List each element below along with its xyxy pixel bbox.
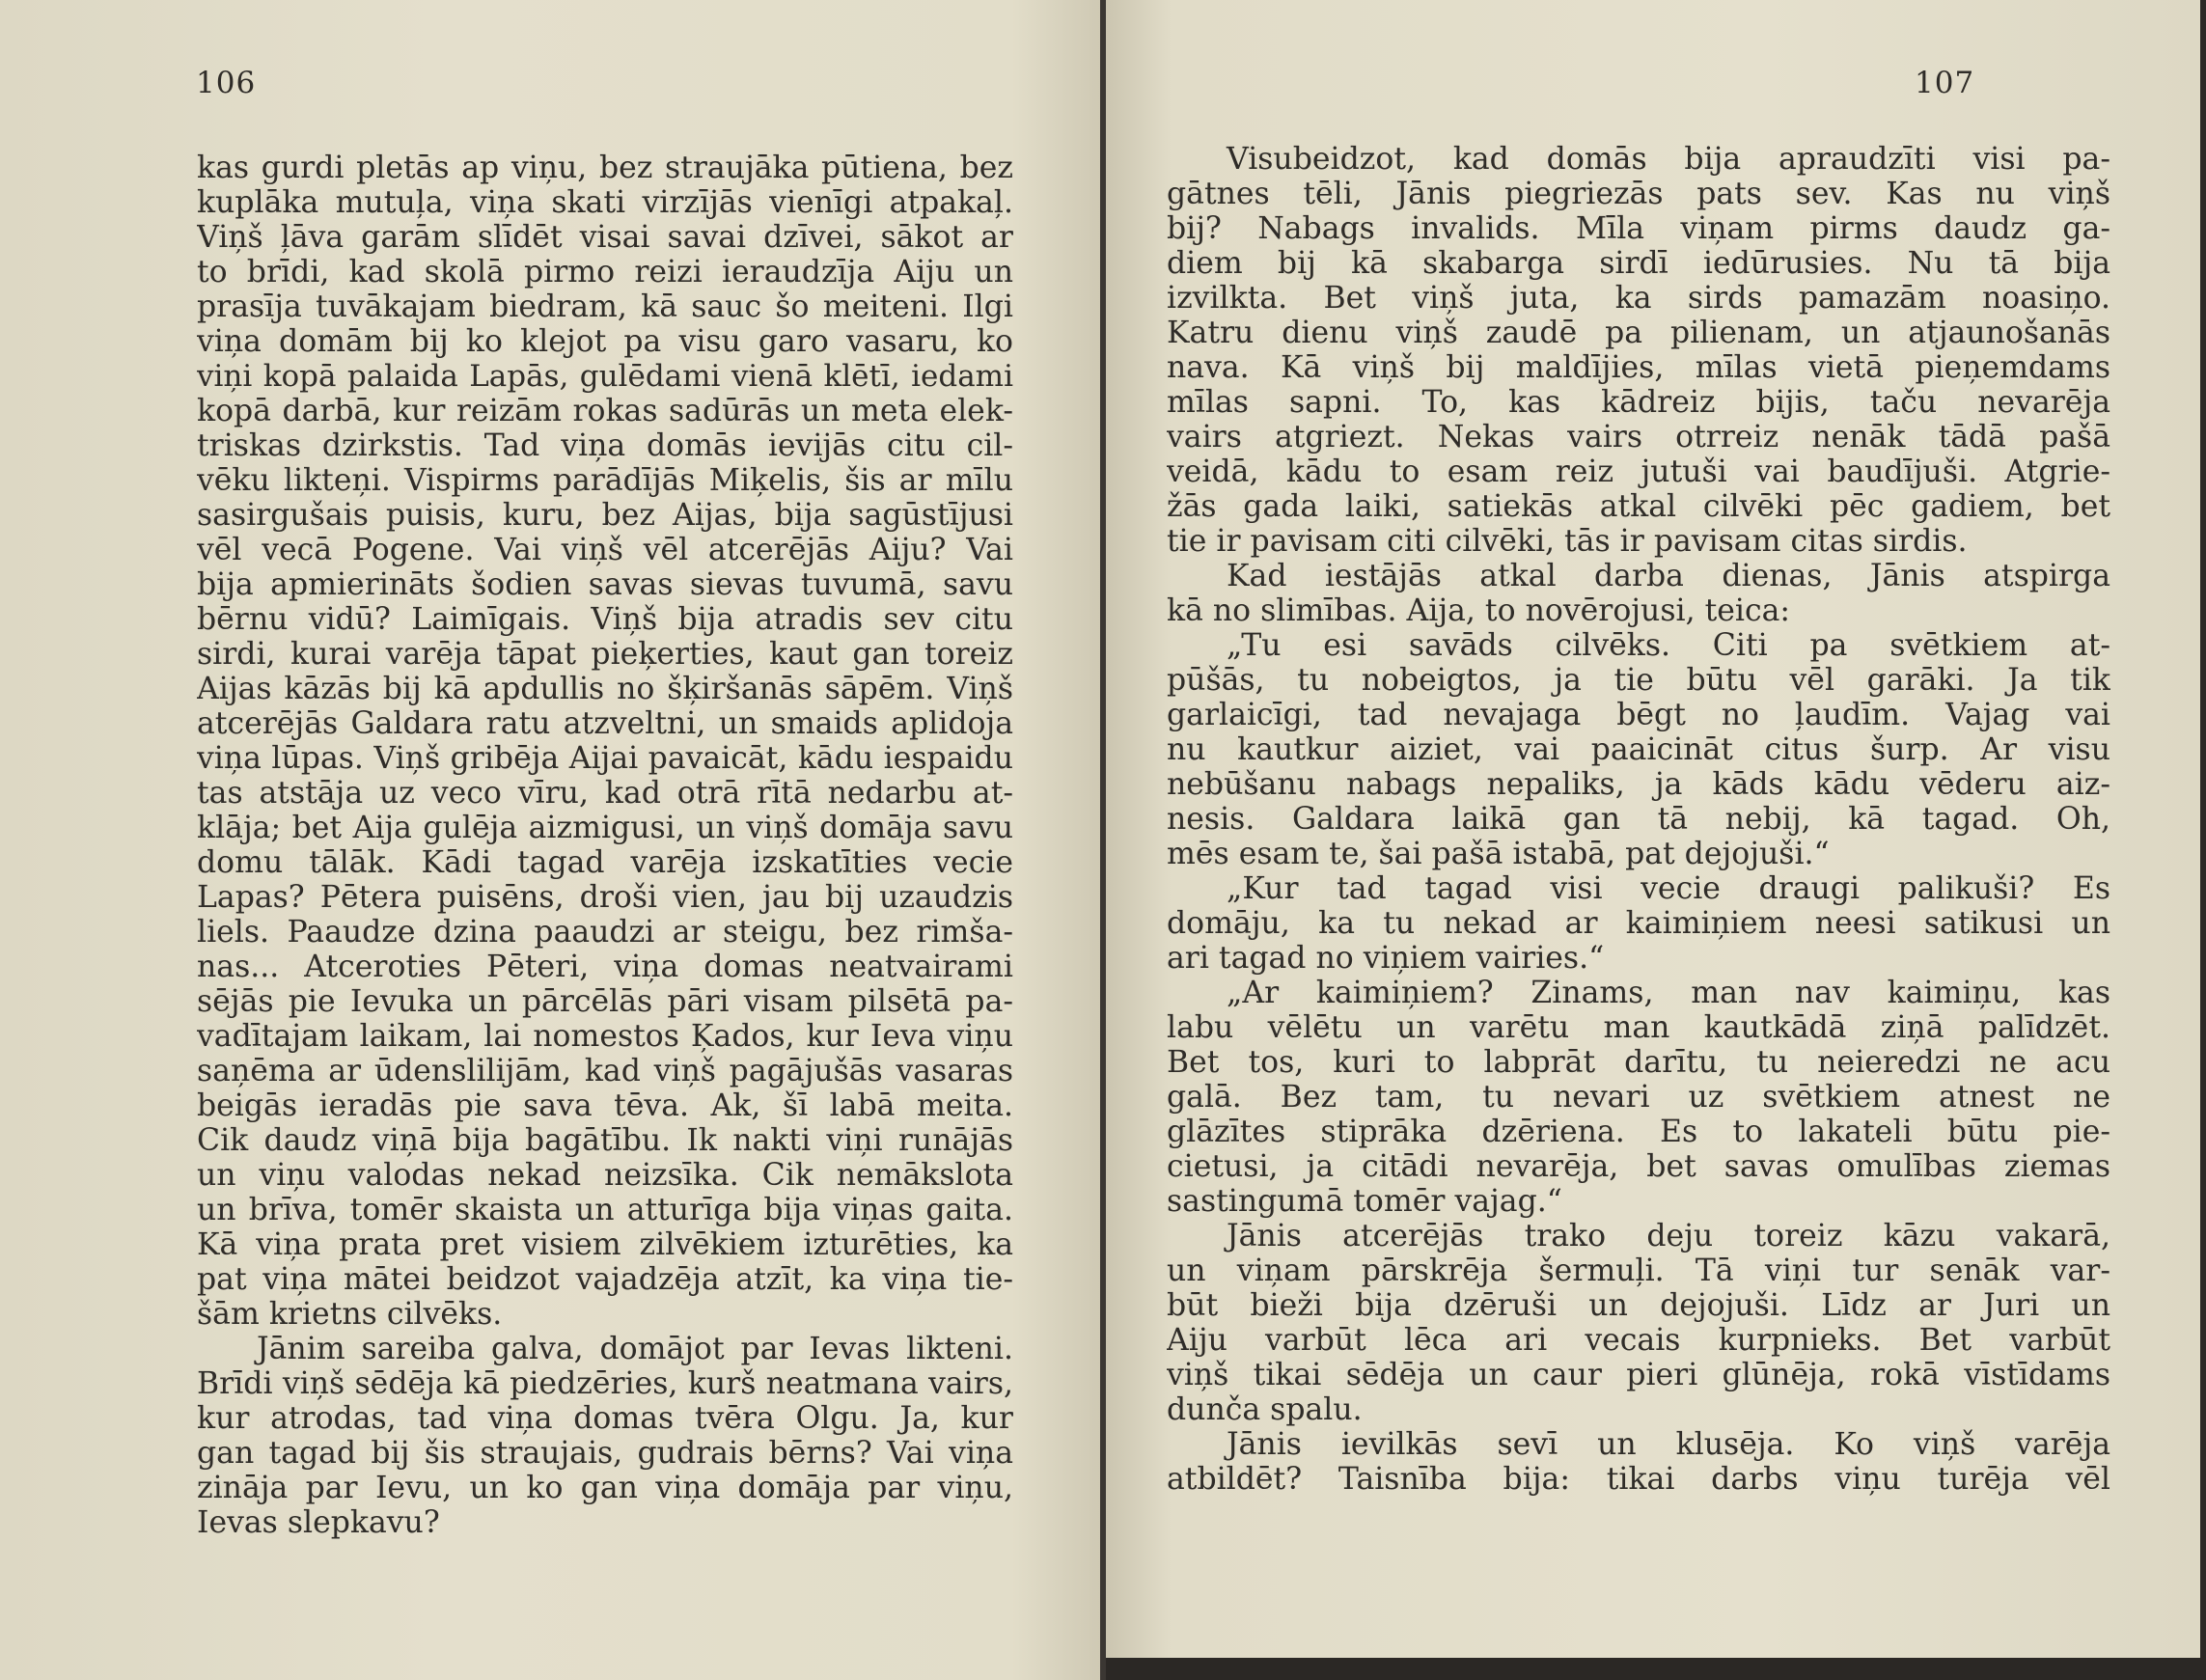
text-line: kur atrodas, tad viņa domas tvēra Olgu. Ja, kur <box>197 1401 1013 1436</box>
left-page <box>0 0 1100 1680</box>
text-line: Viņš ļāva garām slīdēt visai savai dzīvei, sākot ar <box>197 220 1013 255</box>
text-line: Visubeidzot, kad domās bija apraudzīti visi pa- <box>1227 142 2110 177</box>
text-line: sasirgušais puisis, kuru, bez Aijas, bija sagūstījusi <box>197 498 1013 533</box>
text-line: nesis. Galdara laikā gan tā nebij, kā tagad. Oh, <box>1167 802 2110 837</box>
text-line: izvilkta. Bet viņš juta, ka sirds pamazām noasiņo. <box>1167 281 2110 316</box>
text-line: liels. Paaudze dzina paaudzi ar steigu, bez rimša- <box>197 915 1013 950</box>
left-page-text <box>197 151 1013 1540</box>
text-line: viņi kopā palaida Lapās, gulēdami vienā klētī, iedami <box>197 359 1013 394</box>
text-line: bija apmierināts šodien savas sievas tuvumā, savu <box>197 567 1013 602</box>
text-line: zināja par Ievu, un ko gan viņa domāja par viņu, <box>197 1471 1013 1505</box>
text-line: dunča spalu. <box>1167 1392 1363 1427</box>
text-line: žās gada laiki, satiekās atkal cilvēki pēc gadiem, bet <box>1167 489 2110 524</box>
text-line: nu kautkur aiziet, vai paaicināt citus šurp. Ar visu <box>1167 732 2110 767</box>
text-line: vairs atgriezt. Nekas vairs otrreiz nenāk tādā pašā <box>1167 420 2110 454</box>
text-line: kas gurdi pletās ap viņu, bez straujāka pūtiena, bez <box>197 151 1013 185</box>
text-line: Ievas slepkavu? <box>197 1505 440 1540</box>
text-line: un viņu valodas nekad neizsīka. Cik nemākslota <box>197 1158 1013 1193</box>
text-line: būt bieži bija dzēruši un dejojuši. Līdz ar Juri un <box>1167 1288 2110 1323</box>
text-line: mēs esam te, šai pašā istabā, pat dejojuši.“ <box>1167 837 1830 871</box>
text-line: Lapas? Pētera puisēns, droši vien, jau bij uzaudzis <box>197 880 1013 915</box>
text-line: viņš tikai sēdēja un caur pieri glūnēja, rokā vīstīdams <box>1167 1358 2110 1392</box>
text-line: ari tagad no viņiem vairies.“ <box>1167 941 1605 976</box>
text-line: galā. Bez tam, tu nevari uz svētkiem atnest ne <box>1167 1080 2110 1115</box>
text-line: vadītajam laikam, lai nomestos Ķados, kur Ieva viņu <box>197 1019 1013 1054</box>
text-line: labu vēlētu un varētu man kautkādā ziņā palīdzēt. <box>1167 1010 2110 1045</box>
text-line: atbildēt? Taisnība bija: tikai darbs viņu turēja vēl <box>1167 1462 2110 1497</box>
text-line: klāja; bet Aija gulēja aizmigusi, un viņš domāja savu <box>197 811 1013 845</box>
text-line: kopā darbā, kur reizām rokas sadūrās un meta elek- <box>197 394 1013 428</box>
text-line: glāzītes stiprāka dzēriena. Es to lakateli būtu pie- <box>1167 1115 2110 1149</box>
text-line: „Tu esi savāds cilvēks. Citi pa svētkiem at- <box>1227 628 2110 663</box>
text-line: Jānis ievilkās sevī un klusēja. Ko viņš varēja <box>1227 1427 2110 1462</box>
text-line: sastingumā tomēr vajag.“ <box>1167 1184 1562 1219</box>
text-line: Kā viņa prata pret visiem zilvēkiem izturēties, ka <box>197 1227 1013 1262</box>
text-line: kā no slimības. Aija, to novērojusi, teica: <box>1167 593 1791 628</box>
text-line: tie ir pavisam citi cilvēki, tās ir pavisam citas sirdis. <box>1167 524 1968 559</box>
text-line: sējās pie Ievuka un pārcēlās pāri visam pilsētā pa- <box>197 984 1013 1019</box>
text-line: pūšās, tu nobeigtos, ja tie būtu vēl garāki. Ja tik <box>1167 663 2110 698</box>
text-line: gātnes tēli, Jānis piegriezās pats sev. Kas nu viņš <box>1167 177 2110 211</box>
text-line: šām krietns cilvēks. <box>197 1297 503 1332</box>
text-line: to brīdi, kad skolā pirmo reizi ieraudzīja Aiju un <box>197 255 1013 289</box>
right-page-text <box>1167 142 2110 1497</box>
text-line: diem bij kā skabarga sirdī iedūrusies. Nu tā bija <box>1167 246 2110 281</box>
text-line: nebūšanu nabags nepaliks, ja kāds kādu vēderu aiz- <box>1167 767 2110 802</box>
page-number-left: 106 <box>196 66 257 100</box>
text-line: garlaicīgi, tad nevajaga bēgt no ļaudīm. Vajag vai <box>1167 698 2110 732</box>
text-line: Bet tos, kuri to labprāt darītu, tu neieredzi ne acu <box>1167 1045 2110 1080</box>
text-line: sirdi, kurai varēja tāpat pieķerties, kaut gan toreiz <box>197 637 1013 672</box>
text-line: un brīva, tomēr skaista un atturīga bija viņas gaita. <box>197 1193 1013 1227</box>
text-line: atcerējās Galdara ratu atzveltni, un smaids aplidoja <box>197 706 1013 741</box>
text-line: viņa lūpas. Viņš gribēja Aijai pavaicāt, kādu iespaidu <box>197 741 1013 776</box>
text-line: beigās ieradās pie sava tēva. Ak, šī labā meita. <box>197 1088 1013 1123</box>
text-line: Jānim sareiba galva, domājot par Ievas likteni. <box>257 1332 1013 1366</box>
text-line: Cik daudz viņā bija bagātību. Ik nakti viņi runājās <box>197 1123 1013 1158</box>
text-line: viņa domām bij ko klejot pa visu garo vasaru, ko <box>197 324 1013 359</box>
text-line: nava. Kā viņš bij maldījies, mīlas vietā pieņemdams <box>1167 350 2110 385</box>
text-line: bij? Nabags invalids. Mīla viņam pirms daudz ga- <box>1167 211 2110 246</box>
text-line: triskas dzirkstis. Tad viņa domās ievijās citu cil- <box>197 428 1013 463</box>
text-line: „Kur tad tagad visi vecie draugi palikuši? Es <box>1227 871 2110 906</box>
text-line: bērnu vidū? Laimīgais. Viņš bija atradis sev citu <box>197 602 1013 637</box>
text-line: vēl vecā Pogene. Vai viņš vēl atcerējās Aiju? Vai <box>197 533 1013 567</box>
text-line: saņēma ar ūdenslilijām, kad viņš pagājušās vasaras <box>197 1054 1013 1088</box>
scan-border-right <box>2200 0 2206 1680</box>
text-line: Brīdi viņš sēdēja kā piedzēries, kurš neatmana vairs, <box>197 1366 1013 1401</box>
text-line: nas... Atceroties Pēteri, viņa domas neatvairami <box>197 950 1013 984</box>
text-line: vēku likteņi. Vispirms parādījās Miķelis, šis ar mīlu <box>197 463 1013 498</box>
text-line: domāju, ka tu nekad ar kaimiņiem neesi satikusi un <box>1167 906 2110 941</box>
text-line: cietusi, ja citādi nevarēja, bet savas omulības ziemas <box>1167 1149 2110 1184</box>
text-line: „Ar kaimiņiem? Zinams, man nav kaimiņu, kas <box>1227 976 2110 1010</box>
text-line: kuplāka mutuļa, viņa skati virzījās vienīgi atpakaļ. <box>197 185 1013 220</box>
text-line: veidā, kādu to esam reiz jutuši vai baudījuši. Atgrie- <box>1167 454 2110 489</box>
text-line: Aiju varbūt lēca ari vecais kurpnieks. Bet varbūt <box>1167 1323 2110 1358</box>
scan-border-bottom <box>1106 1658 2206 1680</box>
text-line: Kad iestājās atkal darba dienas, Jānis atspirga <box>1227 559 2110 593</box>
text-line: un viņam pārskrēja šermuļi. Tā viņi tur senāk var- <box>1167 1253 2110 1288</box>
text-line: tas atstāja uz veco vīru, kad otrā rītā nedarbu at- <box>197 776 1013 811</box>
text-line: gan tagad bij šis straujais, gudrais bērns? Vai viņa <box>197 1436 1013 1471</box>
text-line: domu tālāk. Kādi tagad varēja izskatīties vecie <box>197 845 1013 880</box>
text-line: pat viņa mātei beidzot vajadzēja atzīt, ka viņa tie- <box>197 1262 1013 1297</box>
text-line: Katru dienu viņš zaudē pa pilienam, un atjaunošanās <box>1167 316 2110 350</box>
right-page <box>1106 0 2200 1658</box>
text-line: prasīja tuvākajam biedram, kā sauc šo meiteni. Ilgi <box>197 289 1013 324</box>
text-line: Aijas kāzās bij kā apdullis no šķiršanās sāpēm. Viņš <box>197 672 1013 706</box>
text-line: Jānis atcerējās trako deju toreiz kāzu vakarā, <box>1227 1219 2110 1253</box>
page-number-right: 107 <box>1915 66 1975 100</box>
text-line: mīlas sapni. To, kas kādreiz bijis, taču nevarēja <box>1167 385 2110 420</box>
